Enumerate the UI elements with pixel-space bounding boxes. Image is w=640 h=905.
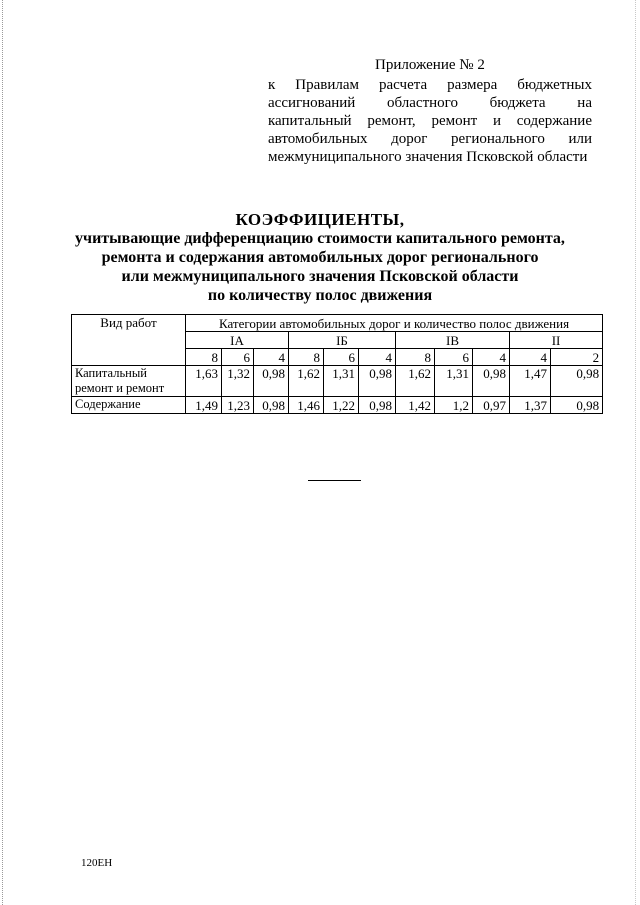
category-header: IВ (396, 332, 510, 349)
value-cell: 1,62 (396, 366, 435, 397)
value-cell: 1,2 (435, 397, 473, 414)
lanes-cell: 4 (473, 349, 510, 366)
document-heading (40, 210, 600, 305)
coefficients-table (71, 314, 603, 414)
scan-edge-right (635, 0, 637, 905)
value-cell: 0,97 (473, 397, 510, 414)
value-cell: 0,98 (359, 397, 396, 414)
col-header-work-type: Вид работ (72, 315, 186, 366)
category-header: IБ (289, 332, 396, 349)
row-label: Содержание (72, 397, 186, 414)
value-cell: 1,47 (510, 366, 551, 397)
lanes-cell: 2 (551, 349, 603, 366)
appendix-title: Приложение № 2 (375, 57, 485, 73)
appendix-line: ассигнований областного бюджета на (268, 95, 592, 111)
heading-line: ремонта и содержания автомобильных дорог регионального (101, 249, 539, 266)
value-cell: 1,31 (435, 366, 473, 397)
lanes-cell: 8 (289, 349, 324, 366)
lanes-cell: 8 (396, 349, 435, 366)
appendix-line: капитальный ремонт, ремонт и содержание (268, 113, 592, 129)
row-label (72, 366, 186, 397)
table-row (72, 397, 603, 414)
appendix-line: автомобильных дорог регионального или (268, 131, 592, 147)
value-cell: 0,98 (551, 366, 603, 397)
heading-main: КОЭФФИЦИЕНТЫ, (235, 210, 405, 229)
value-cell: 1,46 (289, 397, 324, 414)
footer-code: 120ЕН (81, 857, 113, 869)
lanes-cell: 8 (186, 349, 222, 366)
value-cell: 1,37 (510, 397, 551, 414)
heading-line: или межмуниципального значения Псковской области (121, 268, 519, 285)
col-group-header: Категории автомобильных дорог и количество полос движения (186, 315, 603, 332)
value-cell: 0,98 (254, 366, 289, 397)
lanes-cell: 4 (359, 349, 396, 366)
lanes-cell: 6 (222, 349, 254, 366)
value-cell: 1,22 (324, 397, 359, 414)
value-cell: 1,62 (289, 366, 324, 397)
table-row (72, 366, 603, 397)
value-cell: 0,98 (551, 397, 603, 414)
lanes-cell: 6 (435, 349, 473, 366)
lanes-cell: 4 (254, 349, 289, 366)
value-cell: 1,49 (186, 397, 222, 414)
appendix-line: межмуниципального значения Псковской области (268, 149, 588, 165)
category-header: II (510, 332, 603, 349)
value-cell: 0,98 (254, 397, 289, 414)
value-cell: 1,23 (222, 397, 254, 414)
row-label-line: Капитальный (75, 366, 147, 380)
heading-line: по количеству полос движения (207, 287, 433, 304)
value-cell: 0,98 (473, 366, 510, 397)
table-header-row (72, 315, 603, 332)
lanes-cell: 4 (510, 349, 551, 366)
lanes-cell: 6 (324, 349, 359, 366)
value-cell: 0,98 (359, 366, 396, 397)
row-label-line: ремонт и ремонт (75, 381, 165, 395)
heading-line: учитывающие дифференциацию стоимости капитального ремонта, (75, 230, 565, 247)
value-cell: 1,31 (324, 366, 359, 397)
end-separator-line (308, 480, 361, 481)
appendix-line: к Правилам расчета размера бюджетных (268, 77, 592, 93)
value-cell: 1,42 (396, 397, 435, 414)
scan-edge-left (2, 0, 4, 905)
appendix-reference (268, 76, 592, 166)
value-cell: 1,32 (222, 366, 254, 397)
value-cell: 1,63 (186, 366, 222, 397)
category-header: IА (186, 332, 289, 349)
